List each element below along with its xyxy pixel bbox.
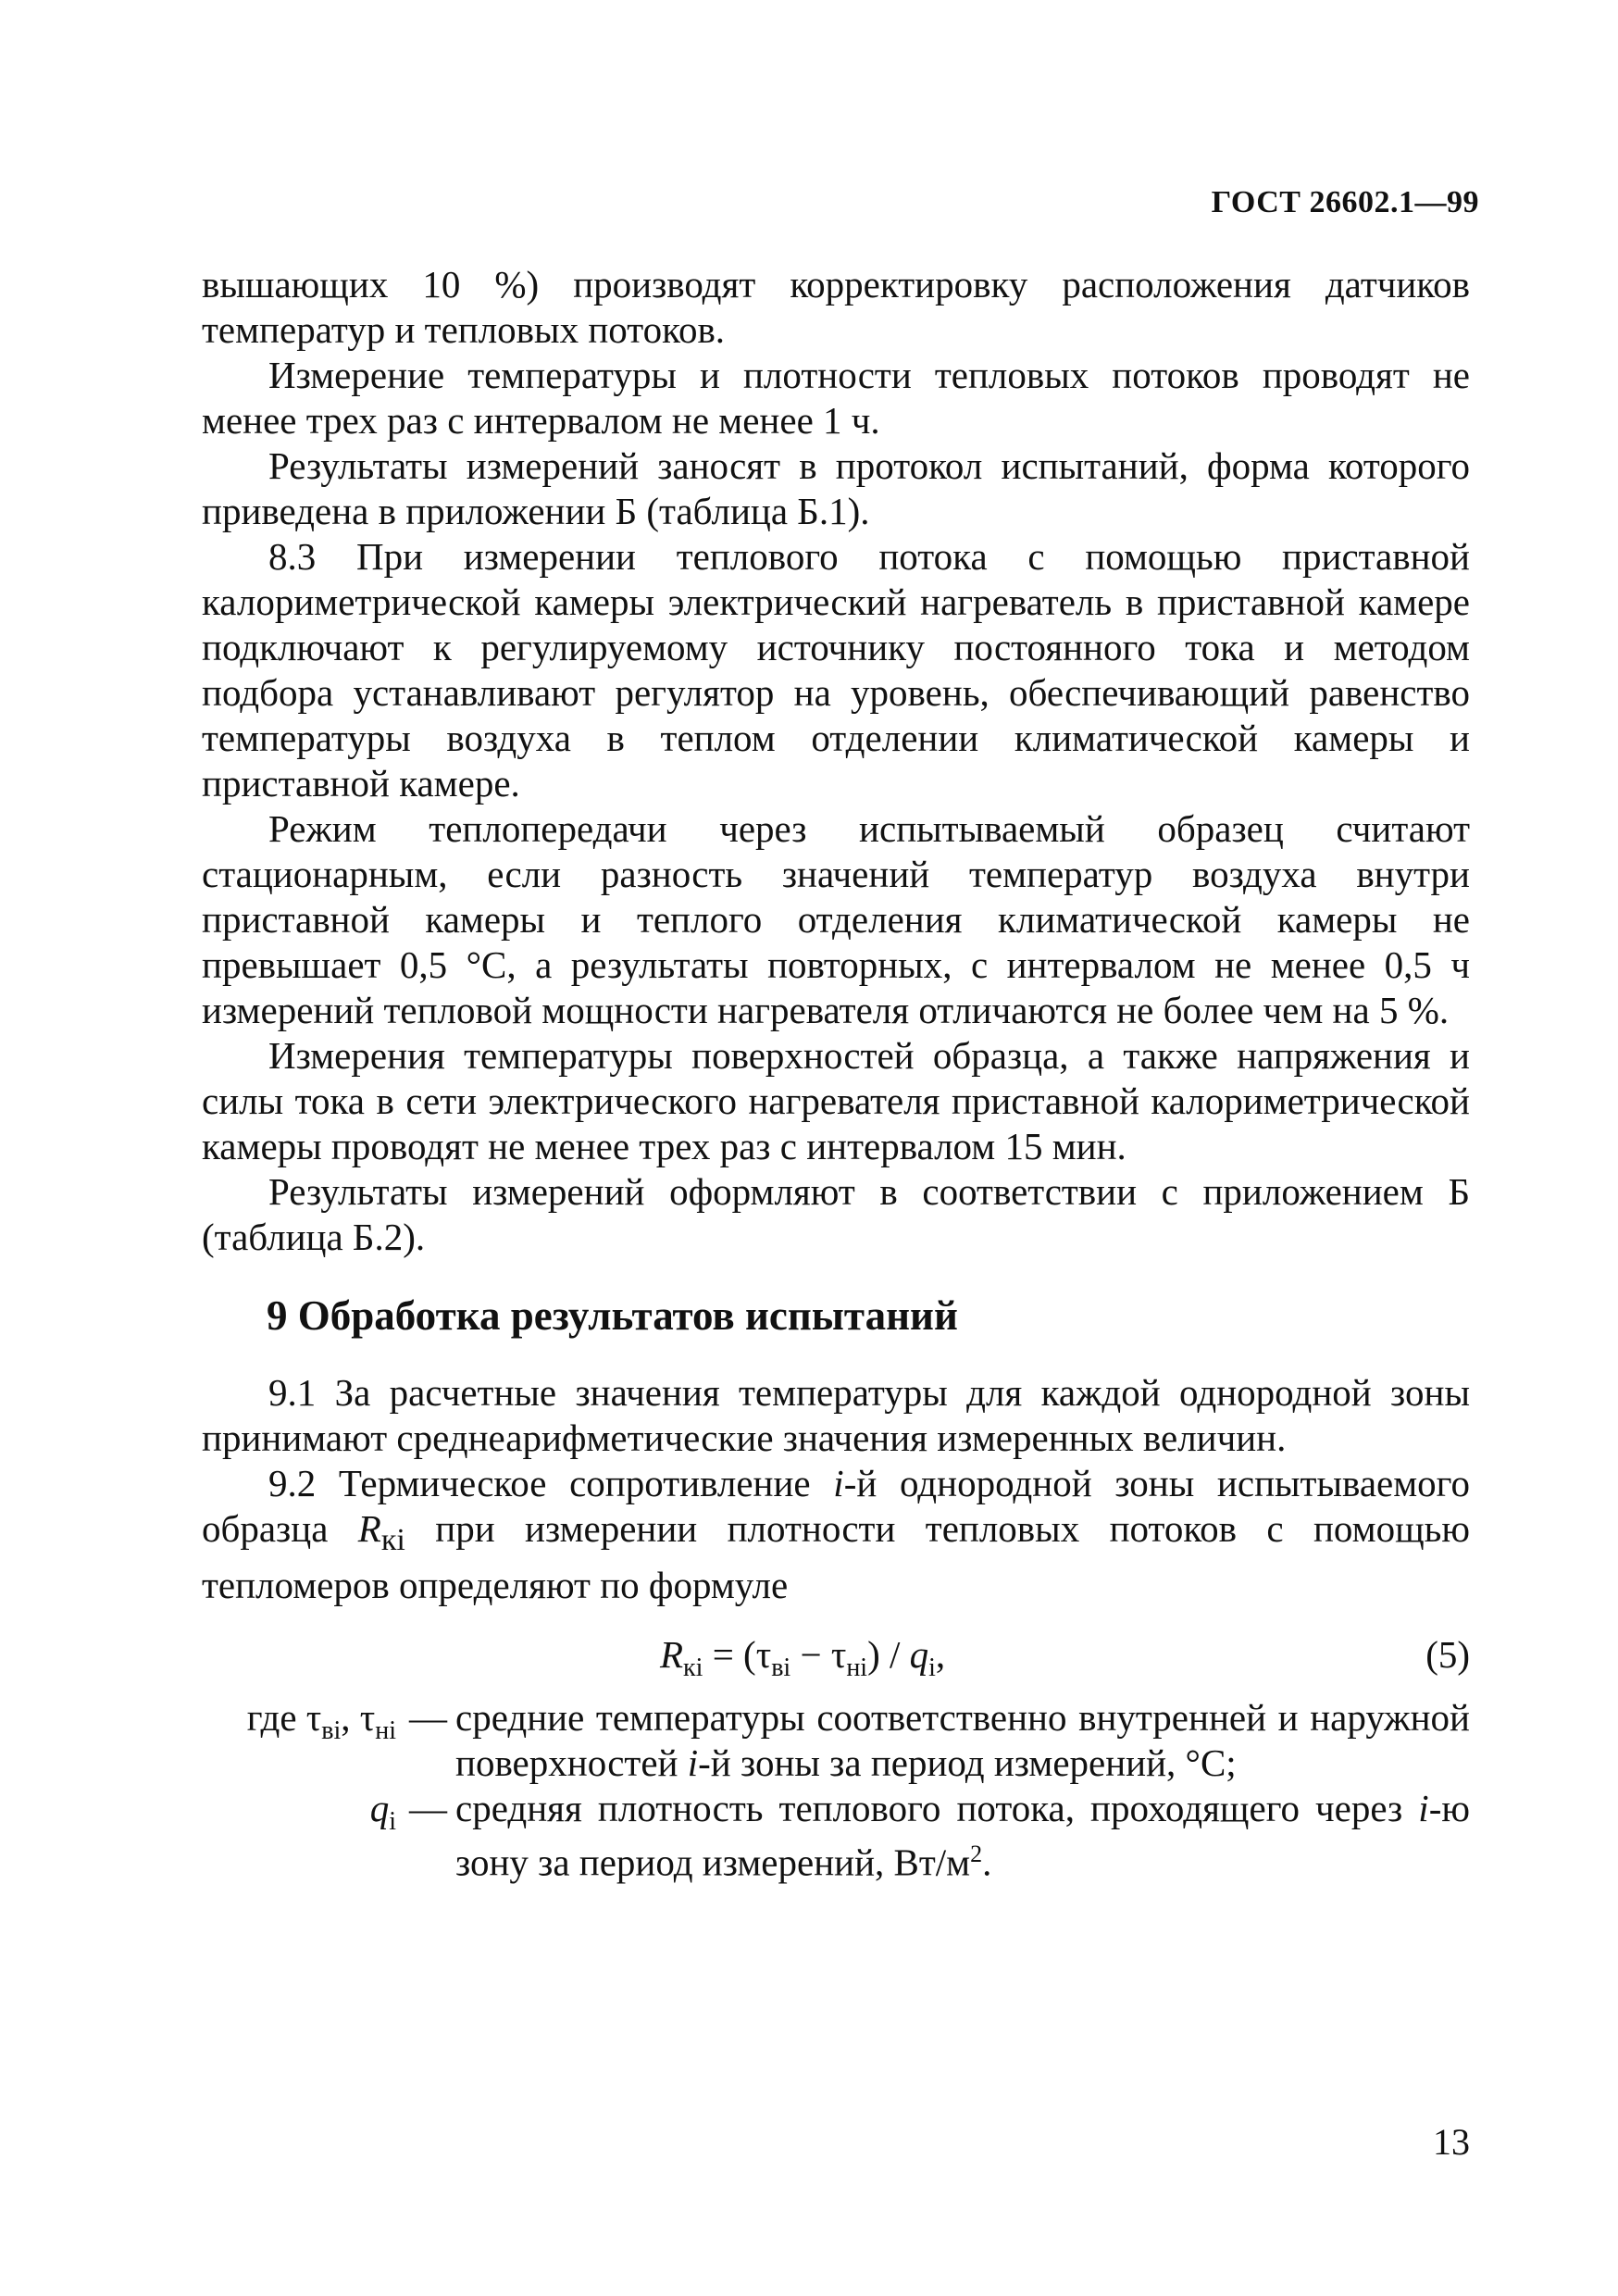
standard-code-header: ГОСТ 26602.1—99 bbox=[1211, 185, 1479, 219]
paragraph-surface-measurements: Измерения температуры поверхностей образца, а также напряжения и силы тока в сети электрического нагревателя приставной калориметрической камеры проводят не менее трех раз с интервалом 15 мин. bbox=[202, 1034, 1470, 1167]
formula-5 bbox=[202, 1628, 1470, 1684]
formula-expression: $R_{кi} = (\tau_{вi} - \tau_{нi}) / q_i$, bbox=[660, 1633, 946, 1683]
page-body bbox=[202, 262, 1470, 1886]
paragraph-continuation: вышающих 10 %) производят корректировку расположения датчиков температур и тепловых потоков. bbox=[202, 263, 1470, 351]
definition-q bbox=[202, 1786, 1470, 1886]
paragraph-9-1: 9.1 За расчетные значения температуры для каждой однородной зоны принимают среднеарифметические значения измеренных величин. bbox=[202, 1371, 1470, 1459]
definition-text: средние температуры соответственно внутренней и наружной поверхностей i-й зоны за период измерений, °С; bbox=[455, 1696, 1470, 1785]
paragraph-results-protocol: Результаты измерений заносят в протокол испытаний, форма которого приведена в приложении Б (таблица Б.1). bbox=[202, 444, 1470, 532]
definition-text: средняя плотность теплового потока, проходящего через i-ю зону за период измерений, $Вт/м^2$. bbox=[455, 1787, 1470, 1884]
definition-term: $q_i$ bbox=[369, 1787, 396, 1837]
definition-dash: — bbox=[409, 1696, 447, 1740]
formula-number: (5) bbox=[1425, 1633, 1470, 1677]
formula-definitions bbox=[202, 1695, 1470, 1886]
paragraph-measurement-repeat: Измерение температуры и плотности тепловых потоков проводят не менее трех раз с интервалом не менее 1 ч. bbox=[202, 354, 1470, 442]
definition-dash: — bbox=[409, 1787, 447, 1830]
definition-term: где $\tau_{вi}$, $\tau_{нi}$ bbox=[246, 1696, 396, 1746]
page-number: 13 bbox=[1433, 2121, 1470, 2163]
paragraph-9-2: 9.2 Термическое сопротивление i-й однородной зоны испытываемого образца $R_{кi}$ при измерении плотности тепловых потоков с помощью тепломеров определяют по формуле bbox=[202, 1462, 1470, 1607]
section-heading: 9 Обработка результатов испытаний bbox=[267, 1292, 958, 1339]
paragraph-8-3: 8.3 При измерении теплового потока с помощью приставной калориметрической камеры электрический нагреватель в приставной камере подключают к регулируемому источнику постоянного тока и методом подбора устанавливают регулятор на уровень, обеспечивающий равенство температуры воздуха в теплом отделении климатической камеры и приставной камере. bbox=[202, 535, 1470, 805]
definition-tau bbox=[202, 1695, 1470, 1786]
paragraph-results-format: Результаты измерений оформляют в соответствии с приложением Б (таблица Б.2). bbox=[202, 1170, 1470, 1258]
paragraph-stationary-mode: Режим теплопередачи через испытываемый образец считают стационарным, если разность значений температур воздуха внутри приставной камеры и теплого отделения климатической камеры не превышает 0,5 °С, а результаты повторных, с интервалом не менее 0,5 ч измерений тепловой мощности нагревателя отличаются не более чем на 5 %. bbox=[202, 807, 1470, 1031]
